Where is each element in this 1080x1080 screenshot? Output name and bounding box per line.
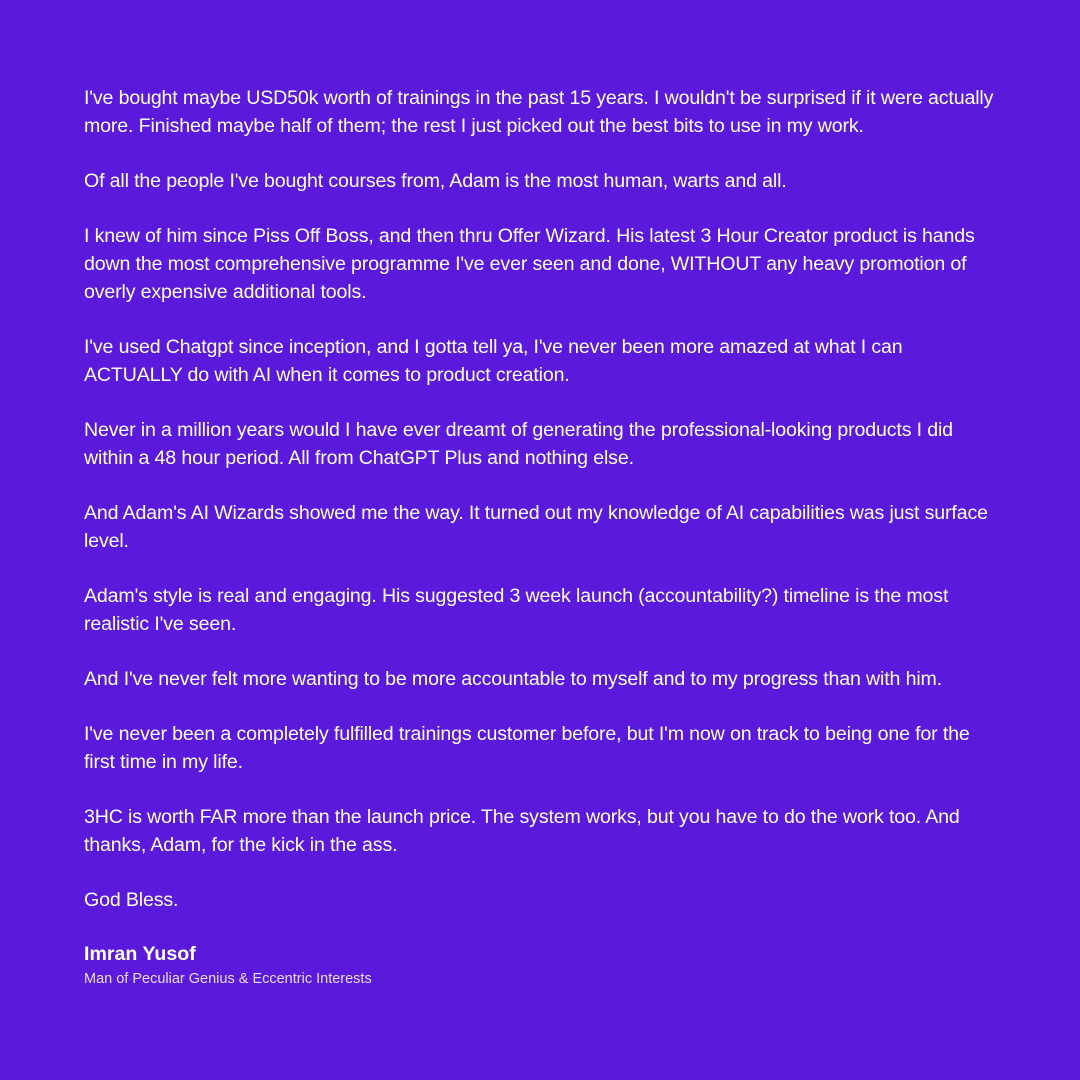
testimonial-paragraph: 3HC is worth FAR more than the launch price. The system works, but you have to do the work too. And thanks, Adam, for the kick in the ass. [84,806,960,856]
testimonial-paragraph: Of all the people I've bought courses from, Adam is the most human, warts and all. [84,170,787,192]
testimonial-paragraph: I've used Chatgpt since inception, and I gotta tell ya, I've never been more amazed at what I can ACTUALLY do with AI when it comes to product creation. [84,336,903,386]
testimonial-paragraph: And Adam's AI Wizards showed me the way. It turned out my knowledge of AI capabilities was just surface level. [84,502,988,552]
testimonial-paragraph: And I've never felt more wanting to be more accountable to myself and to my progress than with him. [84,668,942,690]
testimonial-body [84,84,996,914]
author-name: Imran Yusof [84,943,196,965]
testimonial-paragraph: I knew of him since Piss Off Boss, and then thru Offer Wizard. His latest 3 Hour Creator product is hands down the most comprehensive programme I've ever seen and done, WITHOUT any heavy promotion of overly expensive additional tools. [84,225,975,303]
testimonial-paragraph: Never in a million years would I have ever dreamt of generating the professional-looking products I did within a 48 hour period. All from ChatGPT Plus and nothing else. [84,419,953,469]
testimonial-paragraph: Adam's style is real and engaging. His suggested 3 week launch (accountability?) timeline is the most realistic I've seen. [84,585,949,635]
author-title: Man of Peculiar Genius & Eccentric Interests [84,971,372,987]
signature [84,941,996,989]
testimonial-paragraph: I've bought maybe USD50k worth of trainings in the past 15 years. I wouldn't be surprised if it were actually more. Finished maybe half of them; the rest I just picked out the best bits to use in my work. [84,87,994,137]
testimonial-paragraph: I've never been a completely fulfilled trainings customer before, but I'm now on track to being one for the first time in my life. [84,723,970,773]
testimonial-paragraph: God Bless. [84,889,179,911]
